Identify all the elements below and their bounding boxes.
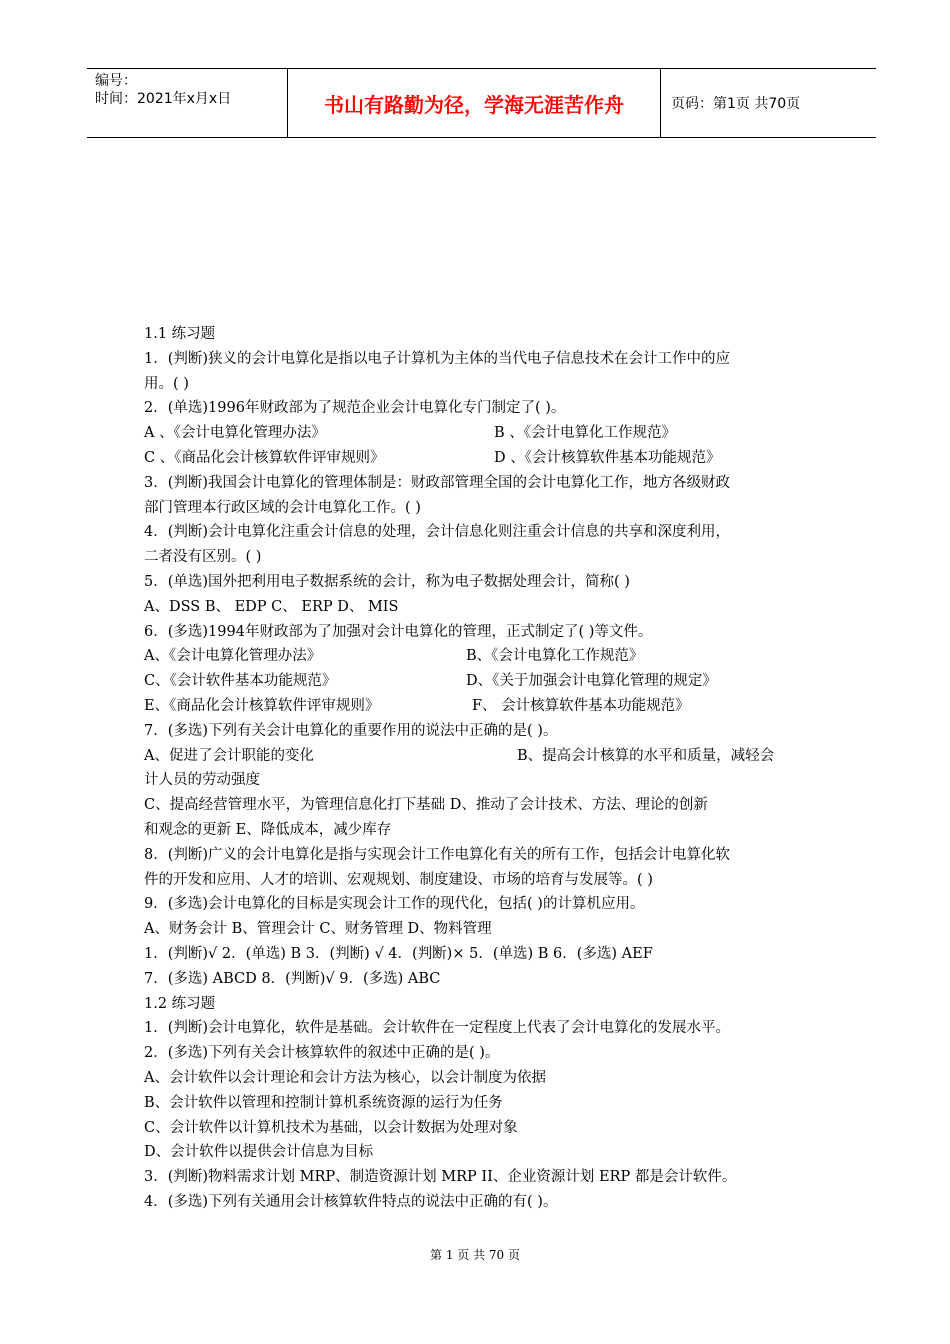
line-text: 3．(判断)物料需求计划 MRP、制造资源计划 MRP II、企业资源计划 ERP 都是会计软件。 [144, 1169, 737, 1186]
line-text: 1．(判断)√ 2．(单选) B 3．(判断) √ 4．(判断)× 5．(单选) B 6．(多选) AEF [144, 945, 653, 962]
line-text: E、《商品化会计核算软件评审规则》 [144, 697, 380, 714]
text-line [144, 992, 834, 1017]
page-header [87, 68, 876, 138]
line-text: C、提高经营管理水平，为管理信息化打下基础 D、推动了会计技术、方法、理论的创新 [144, 797, 708, 814]
text-line [144, 471, 834, 496]
line-text: B、会计软件以管理和控制计算机系统资源的运行为任务 [144, 1094, 503, 1111]
text-line [144, 1116, 834, 1141]
header-meta [87, 69, 287, 137]
text-line [144, 347, 834, 372]
line-text: A、财务会计 B、管理会计 C、财务管理 D、物料管理 [144, 921, 492, 938]
line-text: D、会计软件以提供会计信息为目标 [144, 1144, 374, 1161]
number-label: 编号： [95, 73, 137, 89]
text-line [144, 942, 834, 967]
text-line [144, 892, 834, 917]
line-text: 9．(多选)会计电算化的目标是实现会计工作的现代化，包括( )的计算机应用。 [144, 896, 645, 913]
line-text: A 、《会计电算化管理办法》 [144, 425, 326, 442]
line-text: 4．(判断)会计电算化注重会计信息的处理，会计信息化则注重会计信息的共享和深度利用， [144, 524, 731, 541]
line-text: 3．(判断)我国会计电算化的管理体制是：财政部管理全国的会计电算化工作，地方各级财政 [144, 474, 731, 491]
text-line [144, 1016, 834, 1041]
line-text-column-2: B、《会计电算化工作规范》 [466, 648, 644, 665]
text-line [144, 868, 834, 893]
line-text: 8．(判断)广义的会计电算化是指与实现会计工作电算化有关的所有工作，包括会计电算化软 [144, 846, 731, 863]
line-text: C、会计软件以计算机技术为基础，以会计数据为处理对象 [144, 1119, 518, 1136]
text-line [144, 967, 834, 992]
line-text: 1.2 练习题 [144, 995, 216, 1012]
line-text: 2．(多选)下列有关会计核算软件的叙述中正确的是( )。 [144, 1045, 500, 1062]
line-text: 二者没有区别。( ) [144, 549, 262, 566]
header-page-info: 页码：第1页 共70页 [671, 96, 801, 112]
text-line [144, 744, 834, 769]
line-text-column-2: D、《关于加强会计电算化管理的规定》 [466, 673, 717, 690]
line-text: 7．(多选) ABCD 8．(判断)√ 9．(多选) ABC [144, 970, 441, 987]
text-line [144, 396, 834, 421]
document-body [144, 322, 834, 1215]
text-line [144, 719, 834, 744]
line-text-column-2: B 、《会计电算化工作规范》 [494, 425, 677, 442]
line-text: 5．(单选)国外把利用电子数据系统的会计，称为电子数据处理会计，简称( ) [144, 573, 630, 590]
text-line [144, 793, 834, 818]
text-line [144, 694, 834, 719]
line-text: 1．(判断)狭义的会计电算化是指以电子计算机为主体的当代电子信息技术在会计工作中的应 [144, 350, 731, 367]
header-motto: 书山有路勤为径，学海无涯苦作舟 [287, 69, 661, 137]
line-text: C、《会计软件基本功能规范》 [144, 673, 337, 690]
line-text: A、会计软件以会计理论和会计方法为核心，以会计制度为依据 [144, 1069, 546, 1086]
text-line [144, 1041, 834, 1066]
line-text: 4．(多选)下列有关通用会计核算软件特点的说法中正确的有( )。 [144, 1193, 558, 1210]
text-line [144, 595, 834, 620]
line-text: 2．(单选)1996年财政部为了规范企业会计电算化专门制定了( )。 [144, 400, 566, 417]
page-footer: 第 1 页 共 70 页 [430, 1248, 520, 1262]
line-text: A、DSS B、 EDP C、 ERP D、 MIS [144, 598, 399, 615]
line-text: 件的开发和应用、人才的培训、宏观规划、制度建设、市场的培育与发展等。( ) [144, 871, 653, 888]
text-line [144, 1140, 834, 1165]
line-text: 6．(多选)1994年财政部为了加强对会计电算化的管理，正式制定了( )等文件。 [144, 623, 653, 640]
text-line [144, 1066, 834, 1091]
text-line [144, 372, 834, 397]
text-line [144, 545, 834, 570]
line-text: C 、《商品化会计核算软件评审规则》 [144, 449, 385, 466]
text-line [144, 1165, 834, 1190]
line-text: 部门管理本行政区域的会计电算化工作。( ) [144, 499, 421, 516]
text-line [144, 446, 834, 471]
text-line [144, 1091, 834, 1116]
text-line [144, 768, 834, 793]
line-text: 用。( ) [144, 375, 189, 392]
text-line [144, 669, 834, 694]
line-text: 计人员的劳动强度 [144, 772, 260, 789]
text-line [144, 421, 834, 446]
line-text: 1.1 练习题 [144, 326, 216, 342]
text-line [144, 520, 834, 545]
text-line [144, 570, 834, 595]
text-line [144, 620, 834, 645]
text-line [144, 1190, 834, 1215]
text-line [144, 644, 834, 669]
line-text: A、促进了会计职能的变化 [144, 747, 314, 764]
line-text-column-2: B、提高会计核算的水平和质量，减轻会 [517, 747, 775, 764]
time-label: 时间：2021年x月x日 [95, 91, 232, 107]
text-line [144, 818, 834, 843]
text-line [144, 917, 834, 942]
line-text: 1．(判断)会计电算化，软件是基础。会计软件在一定程度上代表了会计电算化的发展水平。 [144, 1020, 731, 1037]
line-text: A、《会计电算化管理办法》 [144, 648, 322, 665]
text-line [144, 322, 834, 347]
line-text: 和观念的更新 E、降低成本，减少库存 [144, 821, 392, 838]
line-text-column-2: F、 会计核算软件基本功能规范》 [472, 697, 690, 714]
text-line [144, 843, 834, 868]
text-line [144, 496, 834, 521]
line-text-column-2: D 、《会计核算软件基本功能规范》 [494, 449, 721, 466]
line-text: 7．(多选)下列有关会计电算化的重要作用的说法中正确的是( )。 [144, 722, 558, 739]
